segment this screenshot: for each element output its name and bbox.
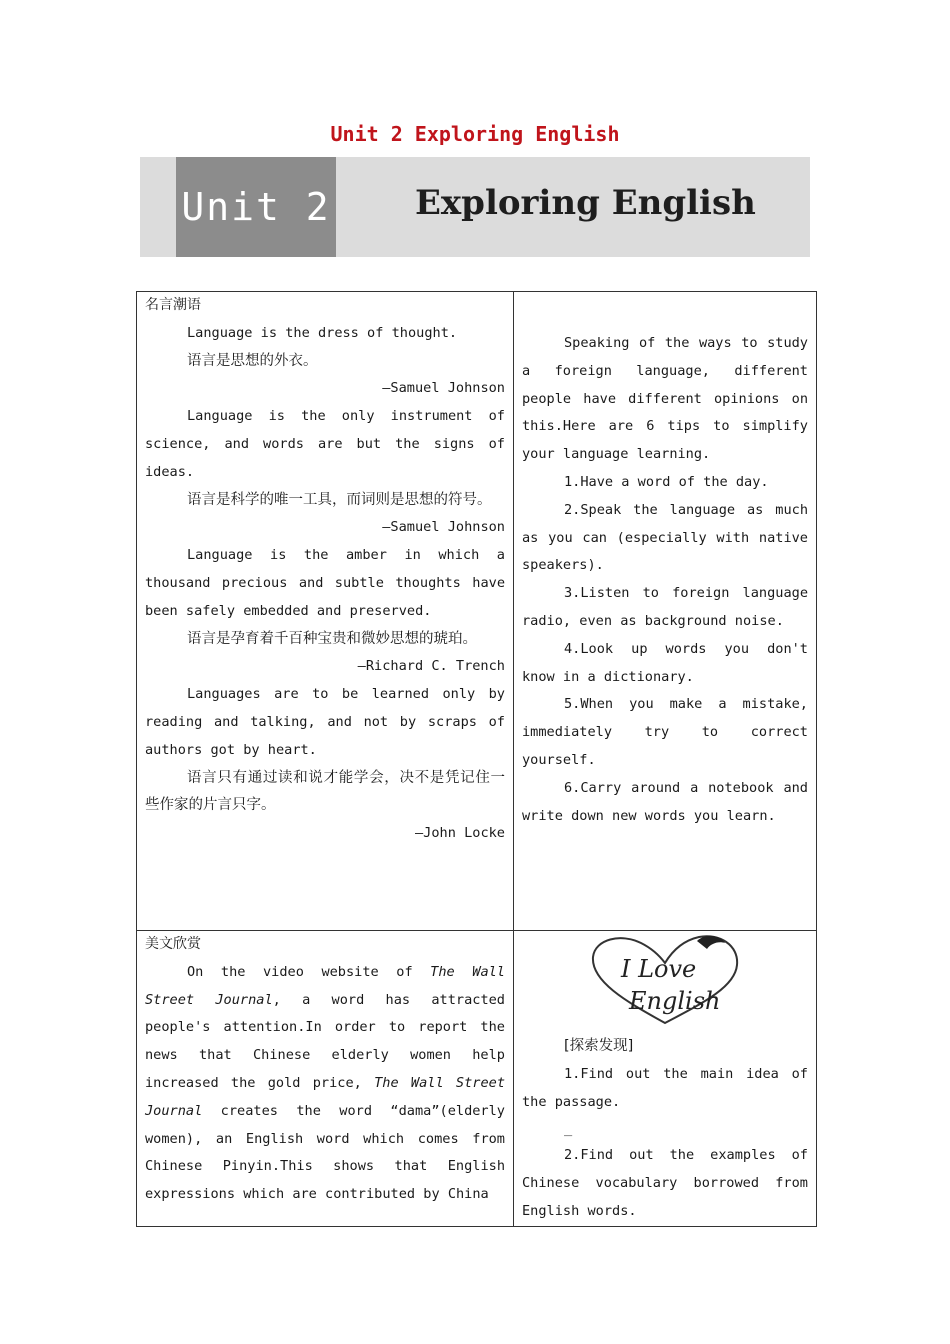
- i-love-english-logo: [585, 931, 745, 1031]
- quote-cn: 语言是思想的外衣。: [187, 352, 318, 369]
- newspaper-name: The Wall Street Journal: [145, 963, 505, 1008]
- section-heading-quotes: 名言潮语: [145, 297, 201, 313]
- quote-en: Language is the only instrument of science, and words are but the signs of ideas.: [145, 408, 505, 480]
- explore-question: 2.Find out the examples of Chinese vocabulary borrowed from English words.: [522, 1147, 808, 1219]
- tip-item: 1.Have a word of the day.: [564, 473, 769, 490]
- banner-unit-label: Unit 2: [176, 157, 336, 257]
- explore-heading: [探索发现]: [564, 1038, 634, 1054]
- table-row: [137, 931, 817, 1227]
- quote-cn: 语言只有通过读和说才能学会，决不是凭记住一些作家的片言只字。: [145, 769, 505, 814]
- tip-item: 4.Look up words you don't know in a dictionary.: [522, 640, 808, 685]
- tips-cell: [514, 292, 817, 931]
- quote-author: —Samuel Johnson: [382, 380, 505, 397]
- article-text: creates the word “dama”(elderly women), an English word which comes from Chinese Pinyin.This shows that English expressions which are contributed by China: [145, 1102, 505, 1203]
- article-cell: [137, 931, 514, 1227]
- tip-item: 3.Listen to foreign language radio, even as background noise.: [522, 585, 808, 629]
- content-table: [136, 291, 817, 1227]
- table-row: [137, 292, 817, 931]
- quote-author: —Samuel Johnson: [382, 519, 505, 536]
- heart-logo-icon: [585, 931, 745, 1031]
- explore-cell: [514, 931, 817, 1227]
- quote-en: Language is the dress of thought.: [187, 324, 458, 341]
- quote-en: Languages are to be learned only by reading and talking, and not by scraps of authors got by heart.: [145, 686, 505, 758]
- quote-cn: 语言是科学的唯一工具，而词则是思想的符号。: [187, 491, 492, 508]
- document-title: Unit 2 Exploring English: [330, 122, 620, 146]
- tip-item: 2.Speak the language as much as you can (especially with native speakers).: [522, 501, 808, 574]
- article-paragraph: [145, 959, 505, 1209]
- quote-author: —Richard C. Trench: [357, 658, 505, 675]
- article-text: , a word has attracted people's attention.In order to report the news that Chinese elderly women help increased the gold price,: [145, 991, 505, 1091]
- logo-text-line1: I Love: [621, 955, 697, 983]
- explore-question: 1.Find out the main idea of the passage.: [522, 1065, 808, 1110]
- answer-blank: _: [564, 1121, 573, 1138]
- logo-text-line2: English: [629, 987, 721, 1015]
- unit-banner: [140, 157, 810, 257]
- tip-item: 6.Carry around a notebook and write down new words you learn.: [522, 779, 808, 824]
- newspaper-name: The Wall Street Journal: [145, 1074, 506, 1119]
- quote-author: —John Locke: [414, 825, 505, 842]
- quotes-cell: [137, 292, 514, 931]
- tips-intro: Speaking of the ways to study a foreign language, different people have different opinions on this.Here are 6 tips to simplify your language learning.: [522, 335, 808, 463]
- tip-item: 5.When you make a mistake, immediately try to correct yourself.: [522, 696, 808, 768]
- quote-cn: 语言是孕育着千百种宝贵和微妙思想的琥珀。: [187, 630, 477, 647]
- article-text: On the video website of: [187, 963, 431, 980]
- banner-title: Exploring English: [415, 183, 756, 223]
- section-heading-article: 美文欣赏: [145, 936, 201, 952]
- quote-en: Language is the amber in which a thousand precious and subtle thoughts have been safely embedded and preserved.: [145, 547, 505, 619]
